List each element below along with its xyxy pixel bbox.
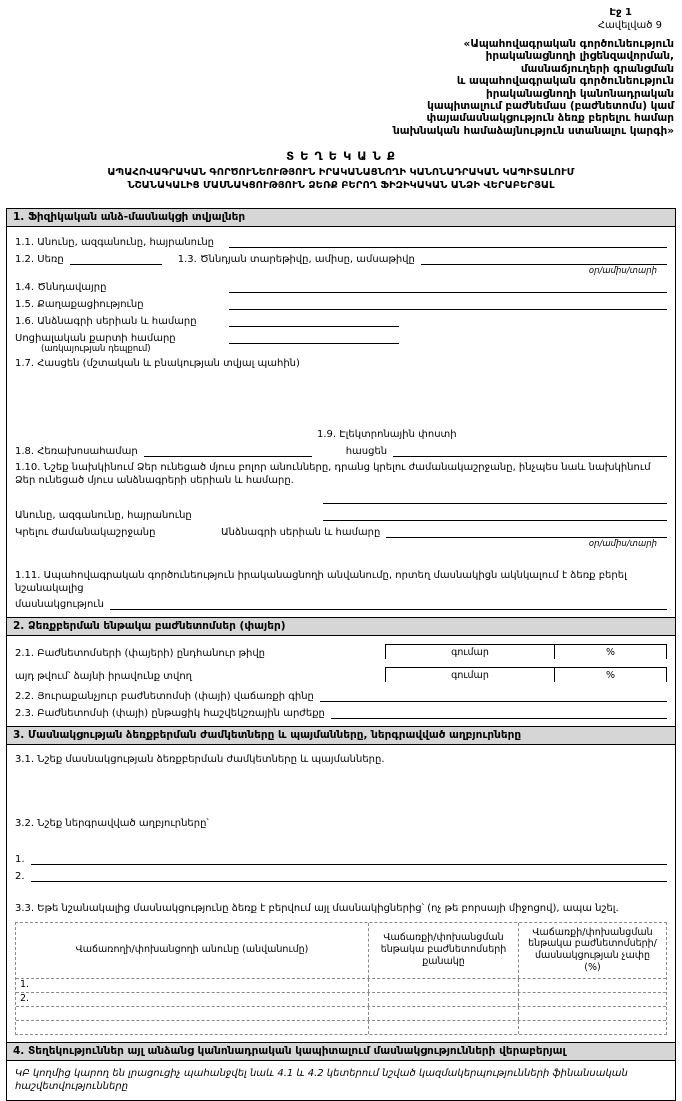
field-2-3-input[interactable] — [331, 706, 667, 719]
cell-shares-percent[interactable] — [518, 1007, 666, 1020]
section-3-header: 3. Մասնակցության ձեռքբերման ժամկետները և պայմանները, ներգրավված աղբյուրները — [7, 726, 675, 745]
table-row — [16, 979, 666, 993]
appendix-label: Հավելված 9 — [597, 20, 662, 31]
field-1-10-period-label: Կրելու ժամանակաշրջանը — [15, 527, 156, 538]
regulation-title-line: իրականացնողի լիցենզավորման, — [485, 50, 674, 63]
field-2-1 — [15, 644, 667, 659]
field-2-1b-label: այդ թվում՝ ձայնի իրավունք տվող — [15, 671, 193, 682]
field-1-11-label: 1.11. Ապահովագրական գործունեություն իրականացնողի անվանումը, որտեղ մասնակիցն ակնկալում է ձեռք բերել նշանակալից — [15, 570, 627, 594]
field-3-3-label: 3.3. Եթե նշանակալից մասնակցությունը ձեռք է բերվում այլ մասնակիցներից՝ (ոչ թե բորսայի միջոցով), ապա նշել. — [15, 903, 619, 914]
source-line-2-label: 2. — [15, 871, 25, 882]
sellers-table-header — [16, 923, 666, 980]
field-1-4-input[interactable] — [229, 280, 667, 293]
field-1-4 — [15, 280, 667, 293]
field-3-1-label: 3.1. Նշեք մասնակցության ձեռքբերման ժամկետները և պայմանները. — [15, 754, 385, 765]
field-1-1 — [15, 235, 667, 248]
field-1-2-label: 1.2. Սեռը — [15, 254, 64, 265]
cell-shares-percent[interactable] — [518, 1021, 666, 1034]
document-subtitle-line: ԱՊԱՀՈՎԱԳՐԱԿԱՆ ԳՈՐԾՈՒՆԵՈՒԹՅՈՒՆ ԻՐԱԿԱՆԱՑՆՈՂԻ ԿԱՆՈՆԱԴՐԱԿԱՆ ԿԱՊԻՏԱԼՈՒՄ — [107, 167, 575, 178]
field-1-8-1-9 — [15, 444, 667, 457]
cell-seller-name[interactable]: 1. — [20, 979, 30, 990]
page-header — [6, 6, 676, 32]
field-2-1b-cells — [385, 667, 667, 682]
section-2-body — [7, 636, 675, 726]
field-1-6-input[interactable] — [229, 314, 399, 327]
cell-shares-percent[interactable] — [518, 993, 666, 1006]
field-1-5-label: 1.5. Քաղաքացիությունը — [15, 299, 144, 310]
field-1-5 — [15, 297, 667, 310]
field-1-9-label-row — [15, 429, 667, 440]
field-1-10-name-input[interactable] — [323, 508, 667, 521]
cell-shares-percent[interactable] — [518, 979, 666, 992]
field-1-5-input[interactable] — [229, 297, 667, 310]
col-shares-percent: Վաճառքի/փոխանցման ենթակա բաժնետոմսերի/ մասնակցության չափը (%) — [518, 923, 666, 979]
cell-shares-count[interactable] — [368, 979, 518, 992]
section-3-body — [7, 745, 675, 1042]
section-4-body — [7, 1061, 675, 1100]
document-subtitle-line: ՆՇԱՆԱԿԱԼԻՑ ՄԱՍՆԱԿՑՈՒԹՅՈՒՆ ՁԵՌՔ ԲԵՐՈՂ ՖԻԶԻԿԱԿԱՆ ԱՆՁԻ ՎԵՐԱԲԵՐՅԱԼ — [127, 180, 555, 191]
document-title: Տ Ե Ղ Ե Կ Ա Ն Ք — [286, 149, 396, 163]
field-social-card — [15, 331, 667, 344]
regulation-title-line: կապիտալում բաժնեմաս (բաժնետոմս) կամ — [427, 99, 674, 112]
regulation-title-line: «Ապահովագրական գործունեություն — [463, 38, 674, 50]
field-1-10-blank-row — [15, 491, 667, 504]
field-1-7 — [15, 358, 667, 369]
field-2-1-label: 2.1. Բաժնետոմսերի (փայերի) ընդհանուր թիվը — [15, 648, 266, 659]
field-1-10-passport-input[interactable] — [386, 525, 667, 538]
field-3-1-writing-area[interactable] — [15, 767, 667, 813]
percent-cell[interactable]: % — [555, 644, 667, 659]
field-2-2-label: 2.2. Յուրաքանչյուր բաժնետոմսի (փայի) վաճառքի գինը — [15, 691, 314, 702]
field-1-10-input[interactable] — [323, 491, 667, 504]
section-1-header: 1. Ֆիզիկական անձ-մասնակցի տվյալներ — [7, 209, 675, 227]
section-1-body — [7, 227, 675, 617]
field-2-1-cells — [385, 644, 667, 659]
cell-shares-count[interactable] — [368, 993, 518, 1006]
regulation-title-line: փայամասնակցություն ձեռք բերելու համար — [426, 112, 674, 125]
page-number: Էջ 1 — [609, 7, 632, 18]
field-1-1-label: 1.1. Անունը, ազգանունը, հայրանունը — [15, 237, 215, 248]
field-social-card-label: Սոցիալական քարտի համարը — [15, 333, 176, 344]
section-2-header: 2. Ձեռքբերման ենթակա բաժնետոմսեր (փայեր) — [7, 617, 675, 636]
field-1-1-input[interactable] — [229, 235, 667, 248]
date-format-hint: օր/ամիս/տարի — [588, 266, 657, 276]
field-1-11-label2: մասնակցություն — [15, 599, 104, 610]
field-1-8-label: 1.8. Հեռախոսահամար — [15, 446, 138, 457]
field-3-2-label: 3.2. Նշեք ներգրավված աղբյուրները՝ — [15, 817, 209, 829]
field-1-9-label: 1.9. Էլեկտրոնային փոստի — [317, 429, 457, 440]
field-1-9-label2: հասցեն — [345, 446, 388, 457]
table-row — [16, 993, 666, 1007]
field-1-6-label: 1.6. Անձնագրի սերիան և համարը — [15, 316, 197, 327]
spacer — [15, 882, 667, 898]
field-1-3-input[interactable] — [421, 252, 667, 265]
field-1-2-1-3 — [15, 252, 667, 265]
field-1-10-name-label: Անունը, ազգանունը, հայրանունը — [15, 510, 192, 521]
spacer — [15, 549, 667, 565]
cell-shares-count[interactable] — [368, 1021, 518, 1034]
field-1-3-label: 1.3. Ծննդյան տարեթիվը, ամիսը, ամսաթիվը — [177, 254, 415, 265]
source-line-2 — [15, 869, 667, 882]
document-subtitle — [6, 166, 676, 192]
field-1-11-input[interactable] — [110, 597, 667, 610]
cell-seller-name[interactable]: 2. — [20, 993, 30, 1004]
field-3-2-writing-area[interactable] — [15, 830, 667, 848]
table-row — [16, 1021, 666, 1034]
field-1-6 — [15, 314, 667, 327]
field-1-10-label: 1.10. Նշեք նախկինում Ձեր ունեցած մյուս բոլոր անունները, դրանց կրելու ժամանակաշրջանը, ինչպես նաև նախկինում Ձեր ունեցած մյուս անձնագրերի սերիան և համարը. — [15, 462, 651, 486]
field-2-3 — [15, 706, 667, 719]
social-card-note: (առկայության դեպքում) — [41, 344, 151, 354]
field-2-2-input[interactable] — [320, 689, 667, 702]
source-line-2-input[interactable] — [31, 869, 667, 882]
field-1-2-input[interactable] — [70, 252, 162, 265]
percent-cell[interactable]: % — [555, 667, 667, 682]
section-4-note: ԿԲ կողմից կարող են լրացուցիչ պահանջվել նաև 4.1 և 4.2 կետերում նշված կազմակերպությունների ֆինանսական հաշվետվությունները — [15, 1068, 628, 1092]
field-1-7-writing-area[interactable] — [15, 369, 667, 425]
field-1-10-period-row — [15, 525, 667, 538]
amount-cell[interactable]: գումար — [385, 644, 555, 659]
cell-seller-name[interactable] — [16, 1021, 368, 1034]
source-line-1-label: 1. — [15, 854, 25, 865]
table-row — [16, 1007, 666, 1021]
source-line-1 — [15, 852, 667, 865]
cell-seller-name[interactable] — [16, 1007, 368, 1020]
field-1-9-input[interactable] — [393, 444, 667, 457]
sellers-table — [15, 922, 667, 1036]
date-format-hint: օր/ամիս/տարի — [588, 539, 657, 549]
field-2-3-label: 2.3. Բաժնետոմսի (փայի) ընթացիկ հաշվեկշռային արժեքը — [15, 708, 325, 719]
section-4-header: 4. Տեղեկություններ այլ անձանց կանոնադրական կապիտալում մասնակցությունների վերաբերյալ — [7, 1042, 675, 1061]
regulation-title-line: իրականացնողի կանոնադրական — [485, 87, 674, 100]
field-social-card-input[interactable] — [229, 331, 399, 344]
field-1-11-row — [15, 597, 667, 610]
main-form — [6, 208, 676, 1101]
cell-shares-count[interactable] — [368, 1007, 518, 1020]
field-1-7-label: 1.7. Հասցեն (մշտական և բնակության տվյալ պահին) — [15, 358, 300, 369]
regulation-title-line: մասնաճյուղերի գրանցման — [520, 62, 674, 75]
regulation-title-line: նախնական համաձայնություն ստանալու կարգի» — [392, 124, 674, 137]
amount-cell[interactable]: գումար — [385, 667, 555, 682]
col-shares-count: Վաճառքի/փոխանցման ենթակա բաժնետոմսերի քանակը — [368, 923, 518, 979]
source-line-1-input[interactable] — [31, 852, 667, 865]
regulation-title — [6, 38, 676, 137]
regulation-title-line: և ապահովագրական գործունեություն — [456, 75, 674, 88]
field-1-10-name-row — [15, 508, 667, 521]
col-seller-name: Վաճառողի/փոխանցողի անունը (անվանումը) — [75, 944, 309, 956]
field-1-8-input[interactable] — [144, 444, 312, 457]
field-1-4-label: 1.4. Ծննդավայրը — [15, 282, 107, 293]
field-2-2 — [15, 689, 667, 702]
field-2-1b — [15, 667, 667, 682]
field-1-10-passport-label: Անձնագրի սերիան և համարը — [221, 527, 381, 538]
